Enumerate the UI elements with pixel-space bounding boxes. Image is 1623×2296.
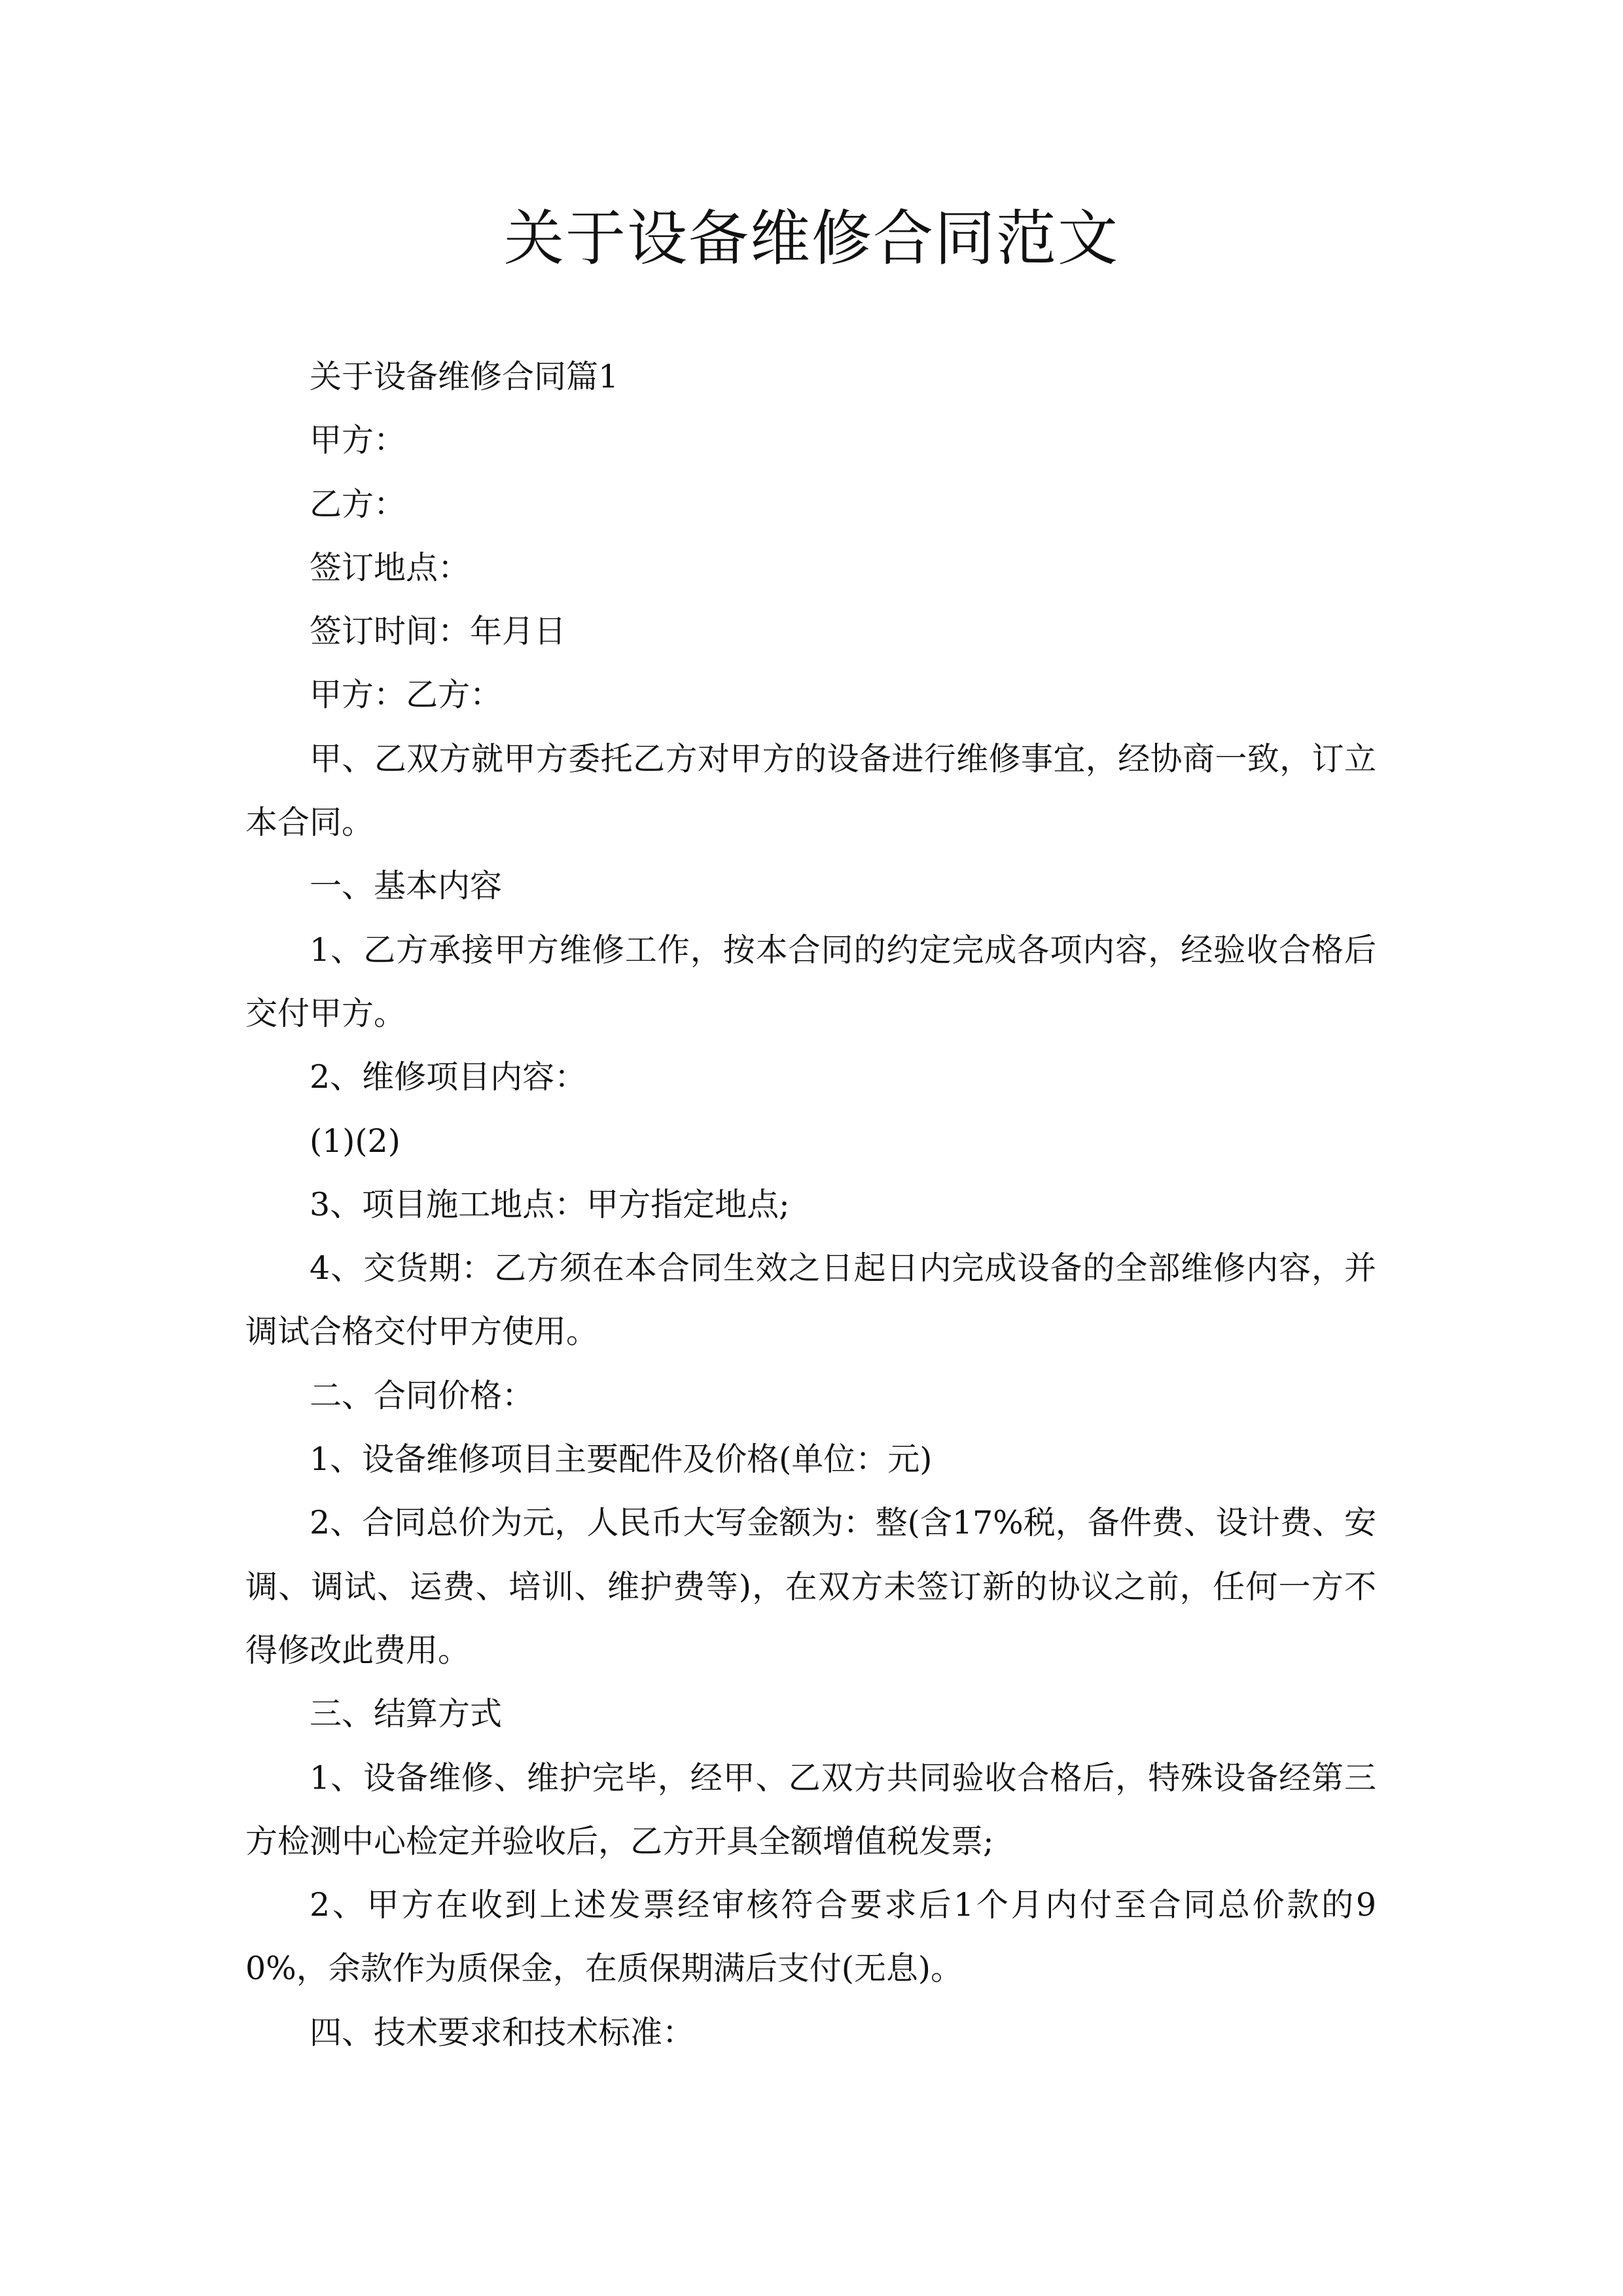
- clause-paragraph: 1、乙方承接甲方维修工作，按本合同的约定完成各项内容，经验收合格后交付甲方。: [245, 931, 1376, 1032]
- clause-paragraph: 2、甲方在收到上述发票经审核符合要求后1个月内付至合同总价款的90%，余款作为质保金，在质保期满后支付(无息)。: [245, 1886, 1376, 1988]
- section-heading: 一、基本内容: [310, 867, 503, 905]
- signing-place-field: 签订地点：: [310, 548, 471, 586]
- document-body: [245, 345, 1376, 2064]
- clause-paragraph: 1、设备维修项目主要配件及价格(单位：元): [310, 1441, 933, 1479]
- section-heading: 关于设备维修合同篇1: [310, 358, 619, 395]
- section-heading: 四、技术要求和技术标准：: [310, 2013, 695, 2051]
- signing-date-field: 签订时间：年月日: [310, 613, 567, 651]
- preamble-paragraph: 甲、乙双方就甲方委托乙方对甲方的设备进行维修事宜，经协商一致，订立本合同。: [245, 740, 1376, 842]
- clause-paragraph: 2、维修项目内容：: [310, 1058, 587, 1096]
- section-heading: 二、合同价格：: [310, 1376, 535, 1414]
- clause-paragraph: 3、项目施工地点：甲方指定地点;: [310, 1185, 790, 1223]
- clause-paragraph: (1)(2): [310, 1122, 401, 1160]
- clause-paragraph: 1、设备维修、维护完毕，经甲、乙双方共同验收合格后，特殊设备经第三方检测中心检定并验收后，乙方开具全额增值税发票;: [245, 1759, 1376, 1860]
- parties-line: 甲方：乙方：: [310, 676, 503, 714]
- party-a-field: 甲方：: [310, 422, 406, 459]
- party-b-field: 乙方：: [310, 485, 406, 523]
- clause-paragraph: 4、交货期：乙方须在本合同生效之日起日内完成设备的全部维修内容，并调试合格交付甲方使用。: [245, 1249, 1376, 1351]
- section-heading: 三、结算方式: [310, 1695, 503, 1733]
- clause-paragraph: 2、合同总价为元，人民币大写金额为：整(含17%税，备件费、设计费、安调、调试、运费、培训、维护费等)，在双方未签订新的协议之前，任何一方不得修改此费用。: [245, 1504, 1376, 1669]
- document-title: 关于设备维修合同范文: [503, 204, 1119, 274]
